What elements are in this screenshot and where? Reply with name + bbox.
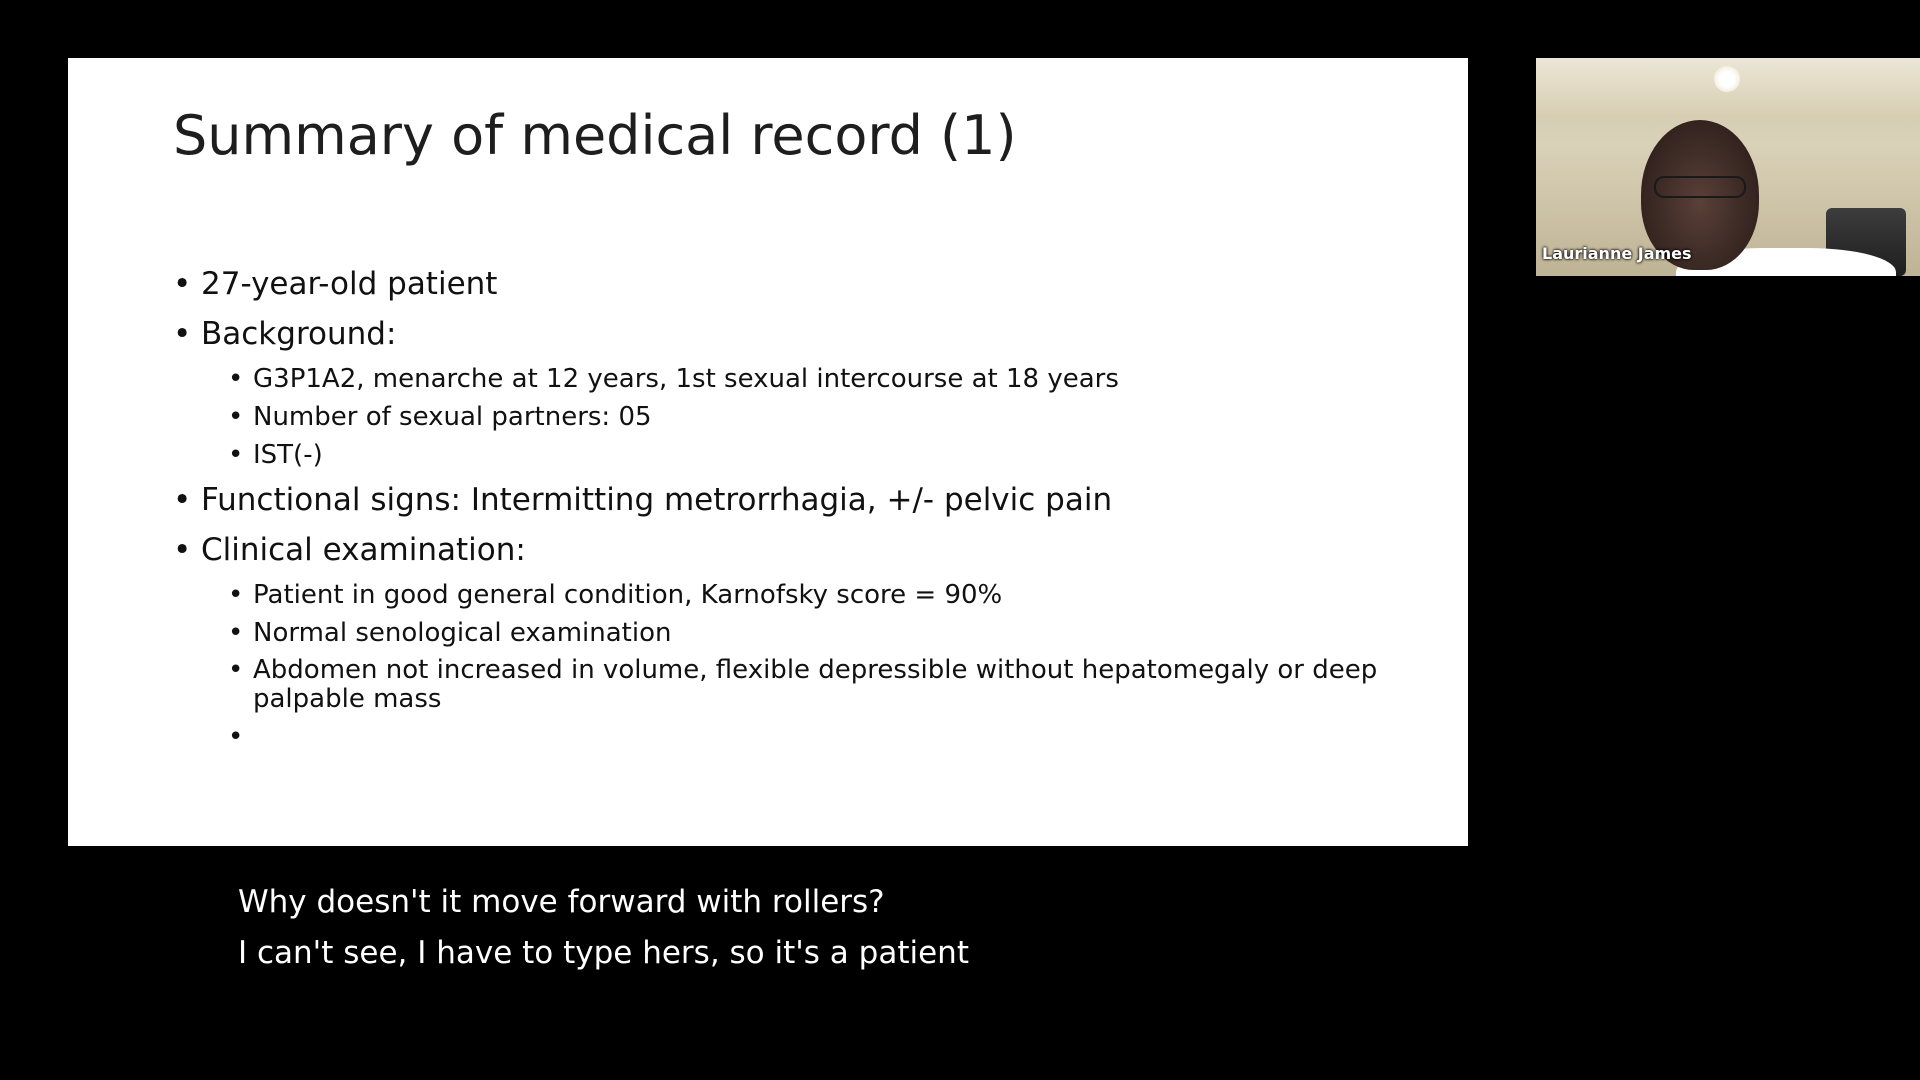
sub-bullet-text: G3P1A2, menarche at 12 years, 1st sexual intercourse at 18 years [253, 364, 1119, 394]
participant-video-tile[interactable] [1536, 58, 1920, 276]
live-captions [238, 884, 969, 986]
sub-bullet-item: • Number of sexual partners: 05 [228, 402, 652, 432]
sub-bullet-text: Number of sexual partners: 05 [253, 402, 652, 432]
shared-slide [68, 58, 1468, 846]
sub-bullet-item: • Abdomen not increased in volume, flexible depressible without hepatomegaly or deep palpable mass [228, 655, 1378, 714]
sub-bullet-item: • IST(-) [228, 440, 323, 470]
bullet-item: • Clinical examination: [173, 532, 1433, 569]
slide-body [173, 266, 1433, 764]
participant-glasses [1654, 176, 1746, 198]
sub-bullet-text: Abdomen not increased in volume, flexible depressible without hepatomegaly or deep palpable mass [253, 655, 1378, 714]
participant-name-label: Laurianne James [1542, 244, 1692, 263]
bullet-item: • 27-year-old patient [173, 266, 1433, 303]
sub-bullet-text: IST(-) [253, 440, 323, 470]
caption-line: I can't see, I have to type hers, so it's a patient [238, 935, 969, 971]
caption-line: Why doesn't it move forward with rollers? [238, 884, 885, 920]
bullet-item: • Functional signs: Intermitting metrorrhagia, +/- pelvic pain [173, 482, 1433, 519]
sub-bullet-text: Patient in good general condition, Karnofsky score = 90% [253, 580, 1003, 610]
sub-bullet-list [173, 580, 1433, 752]
sub-bullet-item: • Patient in good general condition, Karnofsky score = 90% [228, 580, 1003, 610]
sub-bullet-item: • Normal senological examination [228, 618, 672, 648]
sub-bullet-list [173, 364, 1433, 470]
sub-bullet-item-empty: • [173, 722, 1433, 752]
ceiling-light [1714, 66, 1740, 92]
sub-bullet-text [253, 722, 261, 752]
bullet-item: • Background: [173, 316, 1433, 353]
sub-bullet-text: Normal senological examination [253, 618, 672, 648]
sub-bullet-item: • G3P1A2, menarche at 12 years, 1st sexual intercourse at 18 years [228, 364, 1119, 394]
slide-title: Summary of medical record (1) [173, 104, 1017, 167]
